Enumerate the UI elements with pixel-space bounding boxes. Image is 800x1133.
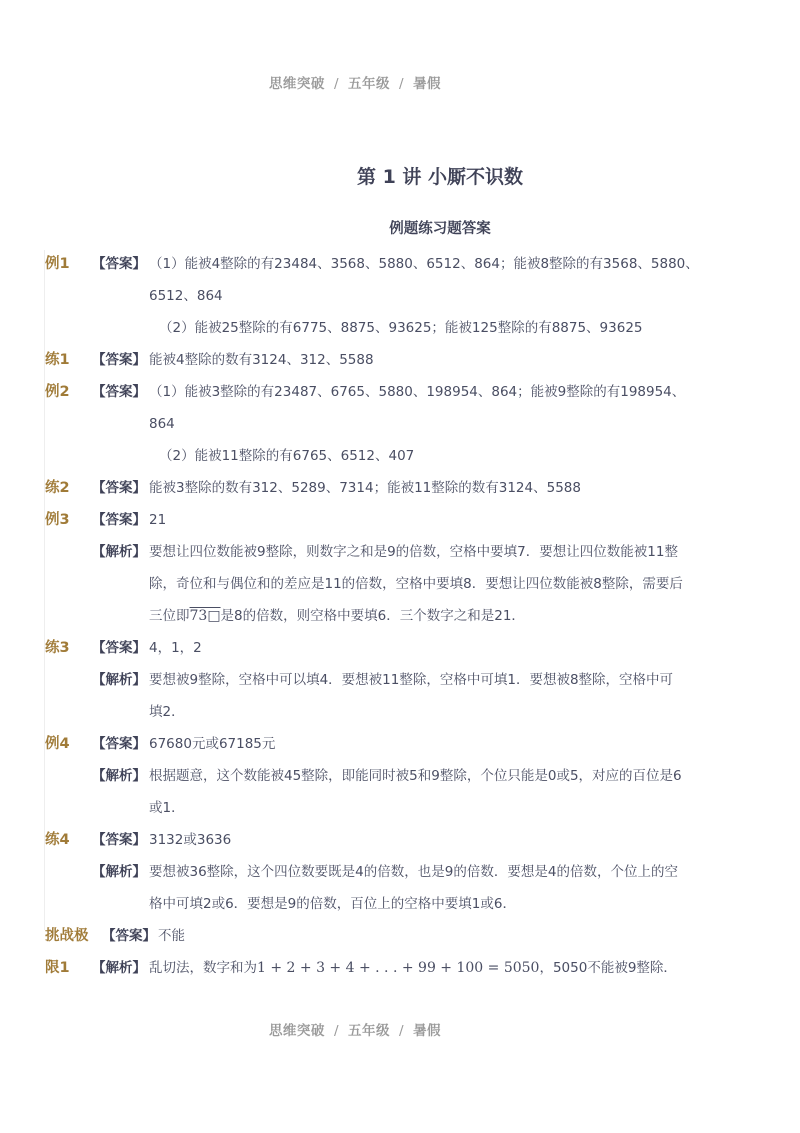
list-item-continuation [0,312,800,344]
answer-text: 864 [149,416,175,432]
answer-text: 能被4整除的数有3124、312、5588 [149,352,374,368]
analysis-tag: 【解析】 [92,960,146,976]
item-number: 练4 [45,832,70,848]
analysis-continuation [0,568,800,600]
analysis-text: 或1． [149,800,185,816]
analysis-text [149,952,709,984]
answer-text: 6512、864 [149,288,223,304]
header-separator: / [333,76,339,92]
answer-list [0,248,800,984]
answer-tag: 【答案】 [92,256,146,272]
answer-text: （1）能被3整除的有23487、6765、5880、198954、864；能被9整除的有198954、 [149,384,686,400]
list-item-continuation [0,440,800,472]
footer-separator: / [399,1023,405,1039]
page-title: 第 1 讲 小厮不识数 [356,166,524,188]
answer-text: 3132或3636 [149,832,232,848]
analysis-text: 要想让四位数能被9整除，则数字之和是9的倍数，空格中要填7．要想让四位数能被11整 [149,544,678,560]
analysis-row [0,856,800,888]
footer-separator: / [333,1023,339,1039]
item-number: 挑战极 [45,928,89,944]
analysis-continuation [0,888,800,920]
analysis-row [0,536,800,568]
answer-tag: 【答案】 [92,640,146,656]
answer-tag: 【答案】 [102,928,156,944]
analysis-continuation [0,696,800,728]
list-item-continuation [0,280,800,312]
answer-tag: 【答案】 [92,384,146,400]
math-expression: 1 + 2 + 3 + 4 + . . . + 99 + 100 = 5050 [257,960,540,976]
list-item [0,920,800,952]
analysis-text: 除，奇位和与偶位和的差应是11的倍数，空格中要填8．要想让四位数能被8整除，需要后 [149,576,683,592]
header-series: 思维突破 [268,76,325,92]
answer-text: 不能 [158,928,185,944]
analysis-row [0,760,800,792]
page-subtitle: 例题练习题答案 [389,221,491,237]
answer-tag: 【答案】 [92,736,146,752]
answer-tag: 【答案】 [92,832,146,848]
analysis-continuation [0,792,800,824]
answer-text: 4，1，2 [149,640,202,656]
analysis-tag: 【解析】 [92,864,146,880]
analysis-text: 填2． [149,704,185,720]
analysis-fragment: ，5050不能被9整除． [539,960,677,976]
answer-tag: 【答案】 [92,352,146,368]
item-number: 例1 [45,256,70,272]
answer-text: （1）能被4整除的有23484、3568、5880、6512、864；能被8整除的有3568、5880、 [149,256,699,272]
analysis-tag: 【解析】 [92,768,146,784]
analysis-row [0,952,800,984]
item-number: 例4 [45,736,70,752]
list-item [0,376,800,408]
footer-term: 暑假 [413,1023,442,1039]
analysis-fragment: 乱切法，数字和为 [149,960,257,976]
list-item [0,824,800,856]
header-term: 暑假 [413,76,442,92]
analysis-text: 要想被9整除，空格中可以填4．要想被11整除，空格中可填1．要想被8整除，空格中可 [149,672,674,688]
list-item [0,248,800,280]
list-item [0,344,800,376]
analysis-text: 根据题意，这个数能被45整除，即能同时被5和9整除，个位只能是0或5，对应的百位是6 [149,768,682,784]
item-number: 练2 [45,480,70,496]
list-item-continuation [0,408,800,440]
analysis-text [149,600,709,632]
answer-tag: 【答案】 [92,512,146,528]
item-number: 练3 [45,640,70,656]
list-item [0,472,800,504]
page-header [0,72,710,92]
analysis-text: 格中可填2或6．要想是9的倍数，百位上的空格中要填1或6． [149,896,516,912]
item-number: 例3 [45,512,70,528]
answer-text: 67680元或67185元 [149,736,276,752]
answer-text: 能被3整除的数有312、5289、7314；能被11整除的数有3124、5588 [149,480,581,496]
analysis-fragment: 是8的倍数，则空格中要填6．三个数字之和是21． [220,608,525,624]
answer-text: （2）能被25整除的有6775、8875、93625；能被125整除的有8875、93625 [159,320,643,336]
item-number: 练1 [45,352,70,368]
answer-text: 21 [149,512,167,528]
list-item [0,632,800,664]
answer-text: （2）能被11整除的有6765、6512、407 [159,448,415,464]
analysis-tag: 【解析】 [92,544,146,560]
analysis-tag: 【解析】 [92,672,146,688]
header-grade: 五年级 [348,76,390,92]
item-number: 例2 [45,384,70,400]
analysis-continuation [0,600,800,632]
overlined-number: 73□ [189,608,221,624]
footer-series: 思维突破 [268,1023,325,1039]
list-item [0,728,800,760]
analysis-fragment: 三位即 [149,608,190,624]
header-separator: / [399,76,405,92]
item-number-continuation: 限1 [45,960,70,976]
analysis-text: 要想被36整除，这个四位数要既是4的倍数，也是9的倍数．要想是4的倍数，个位上的空 [149,864,678,880]
answer-tag: 【答案】 [92,480,146,496]
list-item [0,504,800,536]
footer-grade: 五年级 [348,1023,390,1039]
analysis-row [0,664,800,696]
page-footer [0,1019,710,1039]
